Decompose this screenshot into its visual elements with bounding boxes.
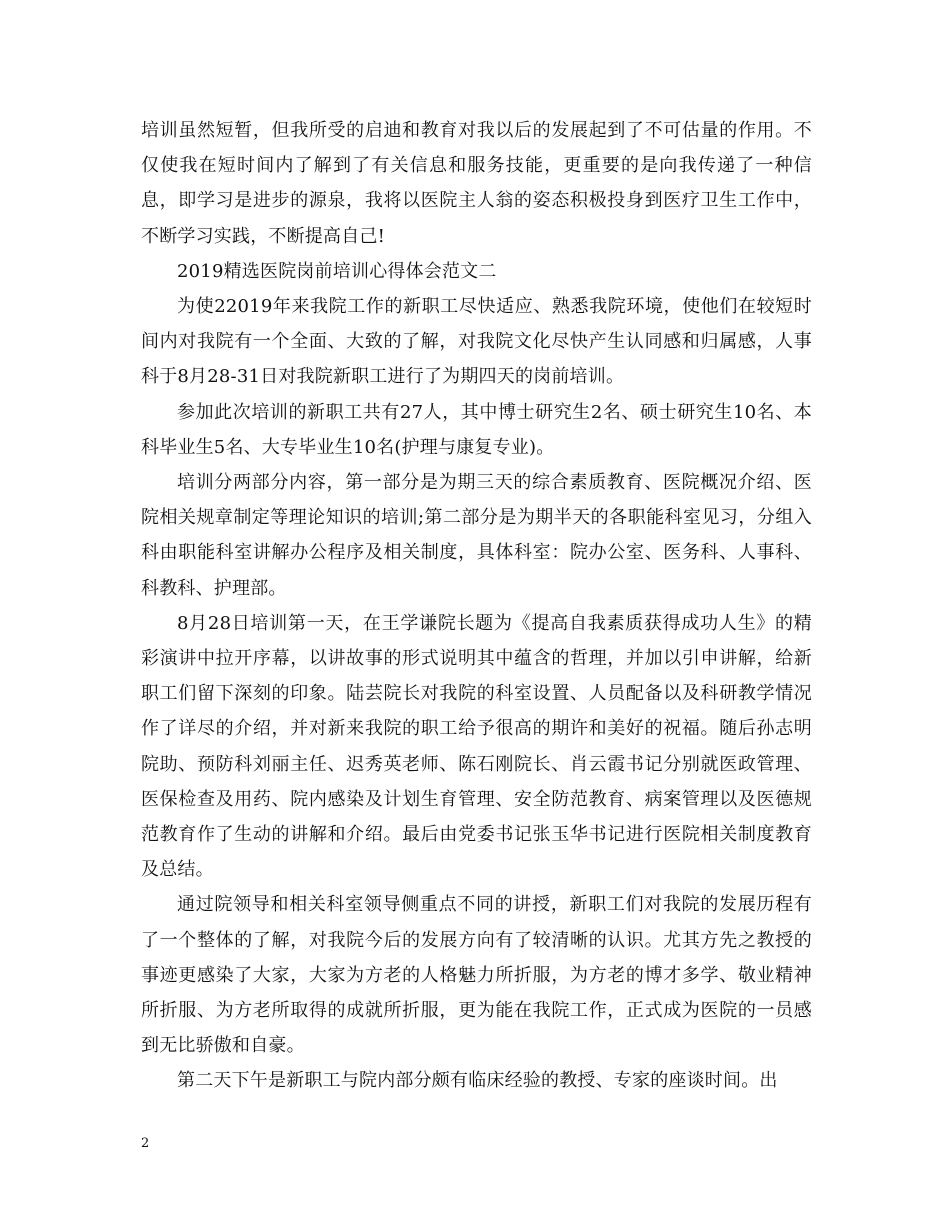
paragraph-training-results: 通过院领导和相关科室领导侧重点不同的讲授，新职工们对我院的发展历程有了一个整体的了解，对我院今后的发展方向有了较清晰的认识。尤其方先之教授的事迹更感染了大家，大家为方老的人格魅力所折服，为方老的博才多学、敬业精神所折服、为方老所取得的成就所折服，更为能在我院工作，正式成为医院的一员感到无比骄傲和自豪。 xyxy=(141,894,812,1057)
page-number: 2 xyxy=(141,1136,150,1151)
section-heading: 2019精选医院岗前培训心得体会范文二 xyxy=(177,260,497,282)
document-body xyxy=(141,113,812,1099)
paragraph-training-content: 培训分两部分内容，第一部分是为期三天的综合素质教育、医院概况介绍、医院相关规章制定等理论知识的培训;第二部分是为期半天的各职能科室见习，分组入科由职能科室讲解办公程序及相关制度，具体科室：院办公室、医务科、人事科、科教科、护理部。 xyxy=(141,472,812,599)
paragraph-training-purpose: 为使22019年来我院工作的新职工尽快适应、熟悉我院环境，使他们在较短时间内对我院有一个全面、大致的了解，对我院文化尽快产生认同感和归属感，人事科于8月28-31日对我院新职工进行了为期四天的岗前培训。 xyxy=(141,296,812,388)
paragraph-training-conclusion: 培训虽然短暂，但我所受的启迪和教育对我以后的发展起到了不可估量的作用。不仅使我在短时间内了解到了有关信息和服务技能，更重要的是向我传递了一种信息，即学习是进步的源泉，我将以医院主人翁的姿态积极投身到医疗卫生工作中，不断学习实践，不断提高自己! xyxy=(141,120,812,247)
paragraph-first-day: 8月28日培训第一天，在王学谦院长题为《提高自我素质获得成功人生》的精彩演讲中拉开序幕，以讲故事的形式说明其中蕴含的哲理，并加以引申讲解，给新职工们留下深刻的印象。陆芸院长对我院的科室设置、人员配备以及科研教学情况作了详尽的介绍，并对新来我院的职工给予很高的期许和美好的祝福。随后孙志明院助、预防科刘丽主任、迟秀英老师、陈石刚院长、肖云霞书记分别就医政管理、医保检查及用药、院内感染及计划生育管理、安全防范教育、病案管理以及医德规范教育作了生动的讲解和介绍。最后由党委书记张玉华书记进行医院相关制度教育及总结。 xyxy=(141,612,812,881)
paragraph-participants: 参加此次培训的新职工共有27人，其中博士研究生2名、硕士研究生10名、本科毕业生5名、大专毕业生10名(护理与康复专业)。 xyxy=(141,401,812,458)
paragraph-second-day: 第二天下午是新职工与院内部分颇有临床经验的教授、专家的座谈时间。出 xyxy=(177,1070,778,1092)
